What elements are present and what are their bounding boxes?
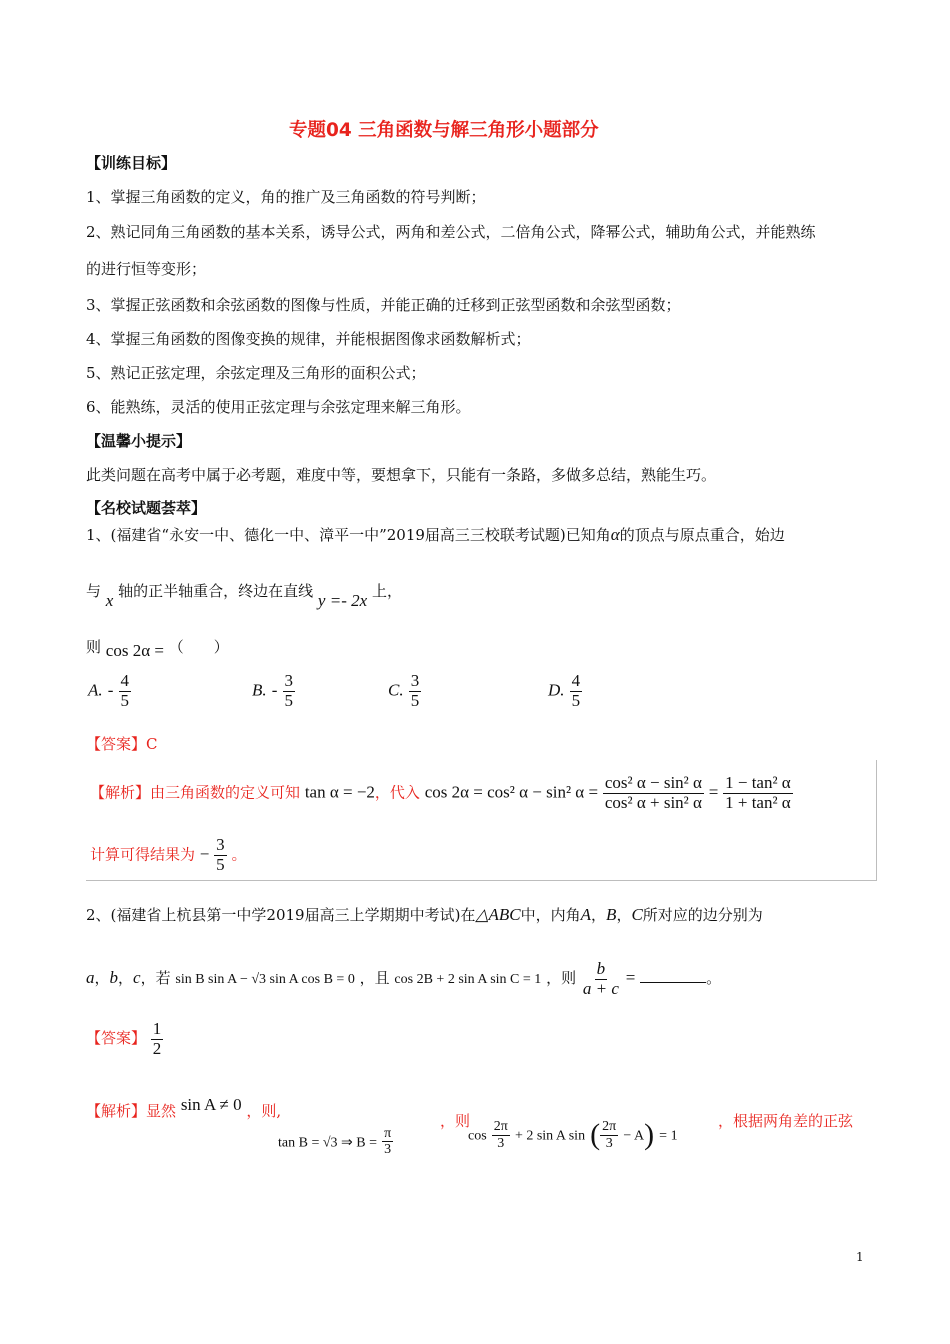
answer-value: C [146, 735, 158, 753]
goal-item: 2、熟记同角三角函数的基本关系，诱导公式，两角和差公式，二倍角公式，降幂公式，辅助角公式，并能熟练 [86, 223, 816, 241]
goal-item: 3、掌握正弦函数和余弦函数的图像与性质，并能正确的迁移到正弦型函数和余弦型函数； [86, 296, 681, 314]
q2-line1-tail: 所对应的边分别为 [642, 906, 763, 924]
goal-item: 5、熟记正弦定理，余弦定理及三角形的面积公式； [86, 364, 426, 382]
option-b [252, 672, 295, 710]
ze: ，则 [546, 969, 577, 988]
exp-frac1 [603, 774, 704, 812]
exp-result-fraction [214, 836, 227, 874]
q2-line1-pre: 2、(福建省上杭县第一中学2019届高三上学期期中考试)在 [86, 906, 476, 924]
frac-den: 5 [120, 690, 129, 710]
exp-label: 【解析】 [90, 783, 151, 802]
frac-den: a + c [582, 978, 619, 998]
exp-cos: cos [468, 1128, 487, 1144]
option-label: D. [548, 680, 565, 700]
q1-line3 [86, 636, 229, 660]
answer-label: 【答案】 [86, 735, 147, 753]
selection-heading: 【名校试题荟萃】 [86, 499, 207, 517]
goals-heading: 【训练目标】 [86, 154, 177, 172]
comma: ， [118, 969, 134, 988]
frac-den: 5 [571, 690, 581, 710]
two-pi-over-3-b [600, 1119, 618, 1151]
tips-text: 此类问题在高考中属于必考题，难度中等，要想拿下，只能有一条路，多做多总结，熟能生巧。 [86, 466, 717, 484]
exp-mid: + 2 sin A sin [514, 1128, 586, 1144]
q1-line1-tail: 的顶点与原点重合，始边 [619, 526, 785, 544]
q1-line2 [86, 580, 402, 610]
frac-num: 1 − tan² α [725, 773, 791, 792]
frac-den: 2 [152, 1038, 162, 1058]
side-a: a [86, 968, 95, 988]
angle-c: C [631, 905, 643, 924]
exp-eq: = [708, 782, 719, 802]
side-b: b [109, 968, 119, 988]
angle-b: B [606, 905, 617, 924]
tips-heading: 【温馨小提示】 [86, 432, 192, 450]
q1-line2-tail: 上， [371, 582, 402, 600]
option-a [88, 672, 131, 710]
answer-blank[interactable] [640, 968, 706, 983]
exp-formula-lhs: cos 2α = cos² α − sin² α = [424, 782, 599, 802]
option-sign: - [107, 680, 114, 700]
answer-label: 【答案】 [86, 1029, 147, 1048]
q1-line1 [86, 524, 785, 545]
option-c [388, 672, 421, 710]
period: 。 [706, 969, 722, 988]
exp-minusA: − A [623, 1128, 645, 1144]
option-d [548, 672, 582, 710]
left-paren: ( [590, 1118, 601, 1151]
q1-line3-pre: 则 [86, 638, 102, 656]
frac-den: 3 [497, 1135, 505, 1151]
frac-den: cos² α + sin² α [604, 792, 702, 812]
frac-num: 2π [602, 1119, 617, 1135]
goal-item: 的进行恒等变形； [86, 260, 207, 278]
q2-line2 [86, 960, 721, 998]
comma: ， [591, 906, 607, 924]
frac-num: 3 [216, 835, 225, 854]
page-number: 1 [856, 1250, 864, 1264]
q2-line1 [86, 904, 763, 925]
frac-num: cos² α − sin² α [604, 773, 702, 792]
condition2: cos 2B + 2 sin A sin C = 1 [394, 972, 542, 988]
exp-xianran: 显然 [146, 1102, 177, 1120]
frac-num: 1 [152, 1019, 162, 1038]
exp-tan: tan α = −2 [304, 782, 375, 802]
exp-sinA: sin A ≠ 0 [180, 1095, 242, 1114]
q1-line1-text: 1、(福建省“永安一中、德化一中、漳平一中”2019届高三三校联考试题)已知角 [86, 526, 611, 544]
two-pi-over-3 [492, 1119, 510, 1151]
frac-num: 2π [493, 1119, 508, 1135]
q2-explanation-cos [468, 1118, 678, 1152]
q1-paren: （ ） [168, 638, 229, 656]
q2-explanation-line1 [86, 1095, 282, 1121]
side-c: c [133, 968, 141, 988]
q1-line2-mid: 轴的正半轴重合，终边在直线 [118, 582, 314, 600]
exp-text2: ，代入 [374, 783, 420, 802]
exp-frac2 [723, 774, 793, 812]
equals: = [625, 968, 636, 988]
page-title: 专题04 三角函数与解三角形小题部分 [289, 120, 599, 141]
exp-end: 。 [231, 845, 247, 864]
frac-num: π [384, 1126, 392, 1141]
frac-den: 5 [216, 854, 225, 874]
goal-item: 1、掌握三角函数的定义，角的推广及三角函数的符号判断； [86, 188, 486, 206]
exp-text1: 由三角函数的定义可知 [150, 783, 301, 802]
exp-tanB: tan B = √3 ⇒ B = [278, 1135, 377, 1151]
exp-label: 【解析】 [86, 1102, 147, 1120]
goal-item: 4、掌握三角函数的图像变换的规律，并能根据图像求函数解析式； [86, 330, 531, 348]
frac-den: 5 [410, 690, 420, 710]
cos2a-expression: cos 2α = [105, 641, 164, 660]
angle-a: A [580, 905, 592, 924]
frac-den: 3 [605, 1135, 613, 1151]
exp-ze2: ，则 [440, 1112, 471, 1130]
b-over-ac-fraction [581, 960, 621, 998]
right-paren: ) [644, 1118, 655, 1151]
comma: ， [94, 969, 110, 988]
x-symbol: x [105, 591, 114, 610]
frac-num: 4 [120, 671, 129, 690]
frac-num: 4 [571, 671, 581, 690]
option-fraction [119, 672, 132, 710]
q1-explanation-line2 [90, 836, 246, 874]
condition1: sin B sin A − √3 sin A cos B = 0 [175, 972, 355, 988]
frac-den: 3 [384, 1142, 392, 1158]
option-fraction [283, 672, 296, 710]
frac-den: 1 + tan² α [725, 792, 791, 812]
goal-item: 6、能熟练，灵活的使用正弦定理与余弦定理来解三角形。 [86, 398, 471, 416]
answer-fraction [151, 1020, 164, 1058]
line-equation: y =- 2x [317, 591, 368, 610]
exp-tail: ，根据两角差的正弦 [718, 1112, 854, 1130]
alpha-symbol: α [610, 525, 620, 544]
ruo: ，若 [140, 969, 171, 988]
q2-answer [86, 1020, 163, 1058]
frac-num: b [596, 959, 606, 978]
option-fraction [409, 672, 422, 710]
triangle-abc: △ABC [475, 905, 521, 924]
pi-over-3 [382, 1126, 393, 1158]
exp-eq1: = 1 [659, 1128, 678, 1144]
q2-explanation-tanB [278, 1126, 393, 1158]
frac-den: 5 [284, 690, 293, 710]
option-label: A. [88, 680, 103, 700]
q1-explanation-line1 [90, 774, 793, 812]
option-fraction [570, 672, 583, 710]
qie: ，且 [359, 969, 390, 988]
frac-num: 3 [410, 671, 420, 690]
exp-text3: 计算可得结果为 [90, 845, 196, 864]
exp-ze1: ，则, [246, 1102, 282, 1120]
option-label: C. [388, 680, 404, 700]
q1-line2-pre: 与 [86, 582, 102, 600]
exp-result-sign: − [199, 844, 210, 864]
option-label: B. [252, 680, 267, 700]
option-sign: - [271, 680, 278, 700]
comma: ， [616, 906, 632, 924]
q2-line1-mid: 中，内角 [520, 906, 581, 924]
frac-num: 3 [284, 671, 293, 690]
q1-answer [86, 733, 158, 754]
